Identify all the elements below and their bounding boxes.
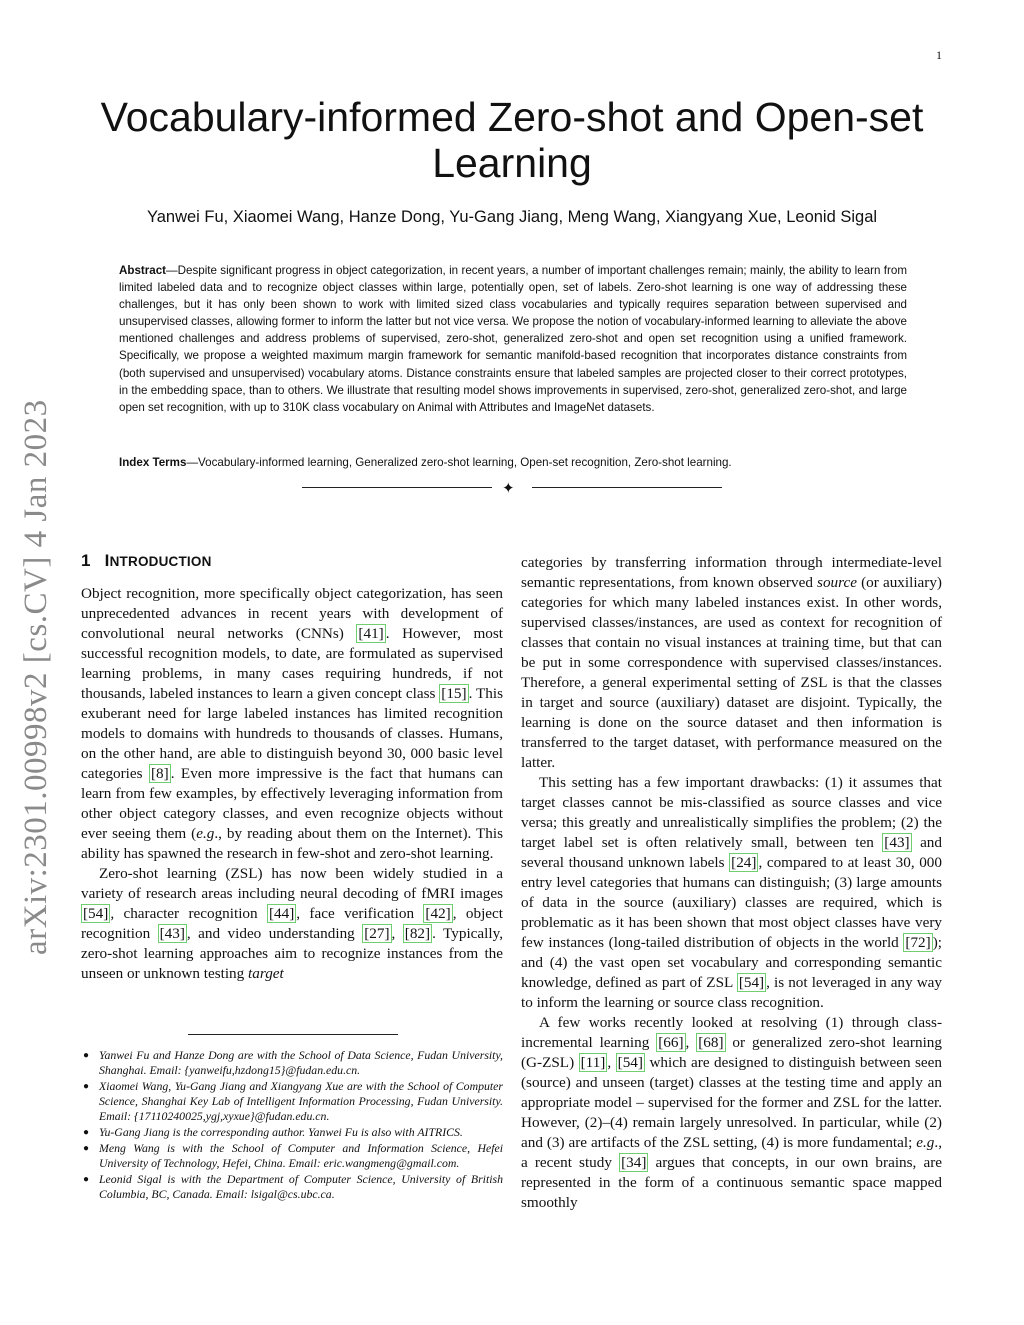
arxiv-identifier-stamp: arXiv:2301.00998v2 [cs.CV] 4 Jan 2023 [18, 399, 54, 955]
affiliation-footnotes [81, 1048, 503, 1203]
section-heading [81, 551, 503, 572]
page-number: 1 [936, 48, 942, 62]
citation-link[interactable]: [27] [364, 925, 390, 942]
divider-star-icon: ✦ [502, 479, 515, 497]
bullet-icon: ● [83, 1081, 90, 1092]
index-terms-text: —Vocabulary-informed learning, Generalized zero-shot learning, Open-set recognition, Zero-shot learning. [186, 456, 732, 469]
divider-rule-left [302, 487, 492, 488]
citation-link[interactable]: [44] [268, 905, 295, 922]
citation-link[interactable]: [34] [621, 1154, 647, 1171]
paragraph: Object recognition, more specifically object categorization, has seen unprecedented advances in recent years with development of convolutional neural networks (CNNs) [41] . However, most successful recognition models, to date, are formulated as supervised learning problems, in many cases requiring hundreds, if not thousands, labeled instances to learn a given concept class [15] . This exuberant need for large labeled instances has limited recognition models to domains with hundreds to thousands of classes. Humans, on the other hand, are able to distinguish beyond 30, 000 basic level categories [8] . Even more impressive is the fact that humans can learn from few examples, by effectively leveraging information from other object category classes, and even recognize objects without ever seeing them (e.g., by reading about them on the Internet). This ability has spawned the research in few-shot and zero-shot learning. [81, 585, 504, 862]
paragraph: This setting has a few important drawbacks: (1) it assumes that target classes cannot be mis-classified as source classes and vice versa; this greatly and unrealistically simplifies the problem; (2) the target label set is often relatively small, between ten [43] and several thousand unknown labels [24] , compared to at least 30, 000 entry level categories that humans can distinguish; (3) large amounts of data in the source (auxiliary) classes are required, which is problematic as it has been shown that most object classes have very few instances (long-tailed distribution of objects in the world [72] ); and (4) the vast open set vocabulary and corresponding semantic knowledge, defined as part of ZSL [54] , is not leveraged in any way to inform the learning or source class recognition. [521, 774, 943, 1011]
citation-link[interactable]: [8] [150, 765, 169, 782]
footnote-item: ● Xiaomei Wang, Yu-Gang Jiang and Xiangyang Xue are with the School of Computer Science, Shanghai Key Lab of Intelligent Information Processing, Fudan University. Email: {17110240025,ygj,xyxue}@fudan.edu.cn. [83, 1079, 503, 1123]
section-title-rest: NTRODUCTION [109, 554, 212, 569]
citation-link[interactable]: [72] [905, 934, 931, 951]
section-divider [302, 479, 722, 497]
footnote-item: ● Leonid Sigal is with the Department of Computer Science, University of British Columbia, BC, Canada. Email: lsigal@cs.ubc.ca. [83, 1172, 503, 1201]
citation-link[interactable]: [66] [658, 1034, 684, 1051]
index-terms [119, 454, 907, 471]
paper-title: Vocabulary-informed Zero-shot and Open-set Learning [100, 94, 924, 186]
bullet-icon: ● [83, 1143, 90, 1154]
citation-link[interactable]: [54] [738, 974, 765, 991]
footnote-item: ● Yanwei Fu and Hanze Dong are with the School of Data Science, Fudan University, Shanghai. Email: {yanweifu,hzdong15}@fudan.edu.cn. [83, 1048, 503, 1077]
bullet-icon: ● [83, 1050, 90, 1061]
citation-link[interactable]: [11] [580, 1054, 606, 1071]
left-column [81, 551, 503, 984]
footnote-item: ● Meng Wang is with the School of Computer and Information Science, Hefei University of Technology, Hefei, China. Email: eric.wangmeng@gmail.com. [83, 1141, 503, 1170]
citation-link[interactable]: [15] [441, 685, 467, 702]
abstract [119, 262, 907, 416]
index-terms-label: Index Terms [119, 456, 187, 469]
paragraph: Zero-shot learning (ZSL) has now been widely studied in a variety of research areas including neural decoding of fMRI images [54] , character recognition [44] , face verification [42] , object recognition [43] , and video understanding [27] , [82] . Typically, zero-shot learning approaches aim to recognize instances from the unseen or unknown testing target [81, 865, 503, 982]
citation-link[interactable]: [24] [731, 854, 757, 871]
citation-link[interactable]: [41] [358, 625, 384, 642]
footnote-rule [188, 1034, 398, 1035]
citation-link[interactable]: [68] [698, 1034, 724, 1051]
author-list: Yanwei Fu, Xiaomei Wang, Hanze Dong, Yu-Gang Jiang, Meng Wang, Xiangyang Xue, Leonid Sigal [146, 208, 878, 226]
citation-link[interactable]: [42] [425, 905, 451, 922]
divider-rule-right [532, 487, 722, 488]
right-column [521, 553, 942, 1213]
citation-link[interactable]: [54] [83, 905, 109, 922]
bullet-icon: ● [83, 1174, 90, 1185]
bullet-icon: ● [83, 1127, 90, 1138]
section-number: 1 [81, 551, 91, 570]
paragraph: categories by transferring information through intermediate-level semantic representations, from known observed source (or auxiliary) categories for which many labeled instances exist. In other words, supervised classes/instances, are used as context for recognition of classes that contain no visual instances at training time, but that can be put in some correspondence with supervised classes/instances. Therefore, a general experimental setting of ZSL is that the classes in target and source (auxiliary) dataset are disjoint. Typically, the learning is done on the source dataset and then information is transferred to the target dataset, with performance measured on the latter. [521, 554, 942, 771]
citation-link[interactable]: [82] [404, 925, 431, 942]
citation-link[interactable]: [43] [159, 925, 185, 942]
citation-link[interactable]: [54] [617, 1054, 643, 1071]
citation-link[interactable]: [43] [884, 834, 910, 851]
paragraph: A few works recently looked at resolving (1) through class-incremental learning [66] , [68] or generalized zero-shot learning (G-ZSL) [11] , [54] which are designed to distinguish between seen (source) and unseen (target) classes at the testing time and apply an appropriate model – supervised for the former and ZSL for the latter. However, (2)–(4) remain largely unresolved. In particular, while (2) and (3) are artifacts of the ZSL setting, (4) is more fundamental; e.g., a recent study [34] argues that concepts, in our own brains, are represented in the form of a continuous semantic space mapped smoothly [521, 1014, 942, 1211]
section-title-first-letter: I [104, 551, 110, 570]
abstract-label: Abstract [119, 264, 167, 277]
footnote-item: ● Yu-Gang Jiang is the corresponding author. Yanwei Fu is also with AITRICS. [83, 1125, 463, 1139]
abstract-text: —Despite significant progress in object categorization, in recent years, a number of important challenges remain; mainly, the ability to learn from limited labeled data and to recognize object classes within large, potentially open, set of labels. Zero-shot learning is one way of addressing these challenges, but it has only been shown to work with limited sized class vocabularies and typically requires separation between supervised and unsupervised classes, allowing former to inform the latter but not vice versa. We propose the notion of vocabulary-informed learning to alleviate the above mentioned challenges and address problems of supervised, zero-shot, generalized zero-shot and open set recognition using a unified framework. Specifically, we propose a weighted maximum margin framework for semantic manifold-based recognition that incorporates distance constraints from (both supervised and unsupervised) vocabulary atoms. Distance constraints ensure that labeled samples are projected closer to their correct prototypes, in the embedding space, than to others. We illustrate that resulting model shows improvements in supervised, zero-shot, generalized zero-shot, and large open set recognition, with up to 310K class vocabulary on Animal with Attributes and ImageNet datasets. [119, 264, 907, 414]
